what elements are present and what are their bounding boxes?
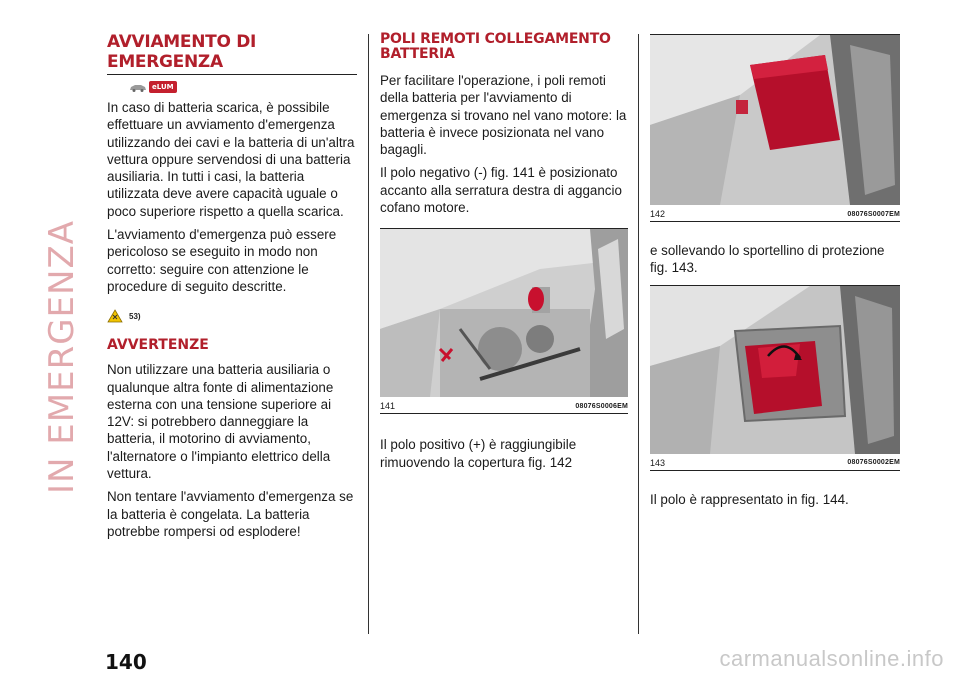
remote-poles-paragraph: Per facilitare l'operazione, i poli remoti della batteria per l'avviamento di emergenza si trovano nel vano motore: la batteria è invece posizionata nel vano bagagli. (380, 73, 627, 158)
figure-141-caption (380, 397, 628, 414)
car-icon (129, 82, 147, 92)
column-divider-left (368, 34, 369, 634)
figure-code: 08076S0006EM (575, 402, 628, 410)
chapter-title-text: IN EMERGENZA (42, 219, 82, 494)
watermark: carmanualsonline.info (719, 646, 944, 671)
warning-ref-number: 53) (129, 311, 141, 321)
column-remote-poles (380, 32, 628, 477)
chapter-side-title (34, 28, 84, 498)
figure-number: 142 (650, 209, 666, 219)
section-heading: AVVIAMENTO DI EMERGENZA (107, 32, 357, 75)
column-divider-right (638, 34, 639, 634)
elum-badge: eLUM (149, 81, 177, 93)
pole-figure-paragraph: Il polo è rappresentato in fig. 144. (650, 491, 849, 507)
figure-code: 08076S0002EM (847, 459, 900, 467)
figure-143 (650, 285, 900, 471)
protection-flap-image (650, 285, 900, 454)
warning-reference (107, 309, 357, 323)
figure-142 (650, 34, 900, 222)
figure-number: 141 (380, 401, 396, 412)
warning-triangle-icon (107, 309, 123, 323)
page-number: 140 (105, 650, 147, 674)
warnings-heading: AVVERTENZE (107, 337, 209, 354)
remote-poles-heading: POLI REMOTI COLLEGAMENTO BATTERIA (380, 31, 611, 62)
battery-cover-image (650, 34, 900, 205)
column-figures (650, 34, 900, 514)
figure-code: 08076S0007EM (847, 210, 900, 218)
engine-bay-negative-pole-image (380, 228, 628, 397)
positive-pole-paragraph: Il polo positivo (+) è raggiungibile rimuovendo la copertura fig. 142 (380, 437, 577, 470)
caution-paragraph: L'avviamento d'emergenza può essere pericoloso se eseguito in modo non corretto: seguire con attenzione le procedure di seguito descritte. (107, 227, 337, 294)
figure-number: 143 (650, 457, 666, 468)
warning-paragraph-voltage: Non utilizzare una batteria ausiliaria o qualunque altra fonte di alimentazione esterna con una tensione superiore ai 12V: si potrebbero danneggiare la batteria, il motorino di avviamento, l'alternatore o l'impianto elettrico della vettura. (107, 362, 334, 482)
column-emergency-start (107, 32, 357, 546)
negative-pole-paragraph: Il polo negativo (-) fig. 141 è posizionato accanto alla serratura destra di aggancio cofano motore. (380, 165, 622, 216)
lift-cover-paragraph: e sollevando lo sportellino di protezione fig. 143. (650, 243, 885, 276)
figure-143-caption (650, 454, 900, 471)
intro-paragraph: In caso di batteria scarica, è possibile effettuare un avviamento d'emergenza utilizzando dei cavi e la batteria di un'altra vettura oppure servendosi di una batteria ausiliaria. In tutti i casi, la batteria utilizzata deve avere capacità uguale o poco superiore rispetto a quella scarica. (107, 100, 355, 219)
version-badge-row (129, 81, 357, 93)
figure-141 (380, 228, 628, 414)
figure-142-caption (650, 205, 900, 222)
warning-paragraph-frozen: Non tentare l'avviamento d'emergenza se la batteria è congelata. La batteria potrebbe rompersi od esplodere! (107, 489, 354, 539)
